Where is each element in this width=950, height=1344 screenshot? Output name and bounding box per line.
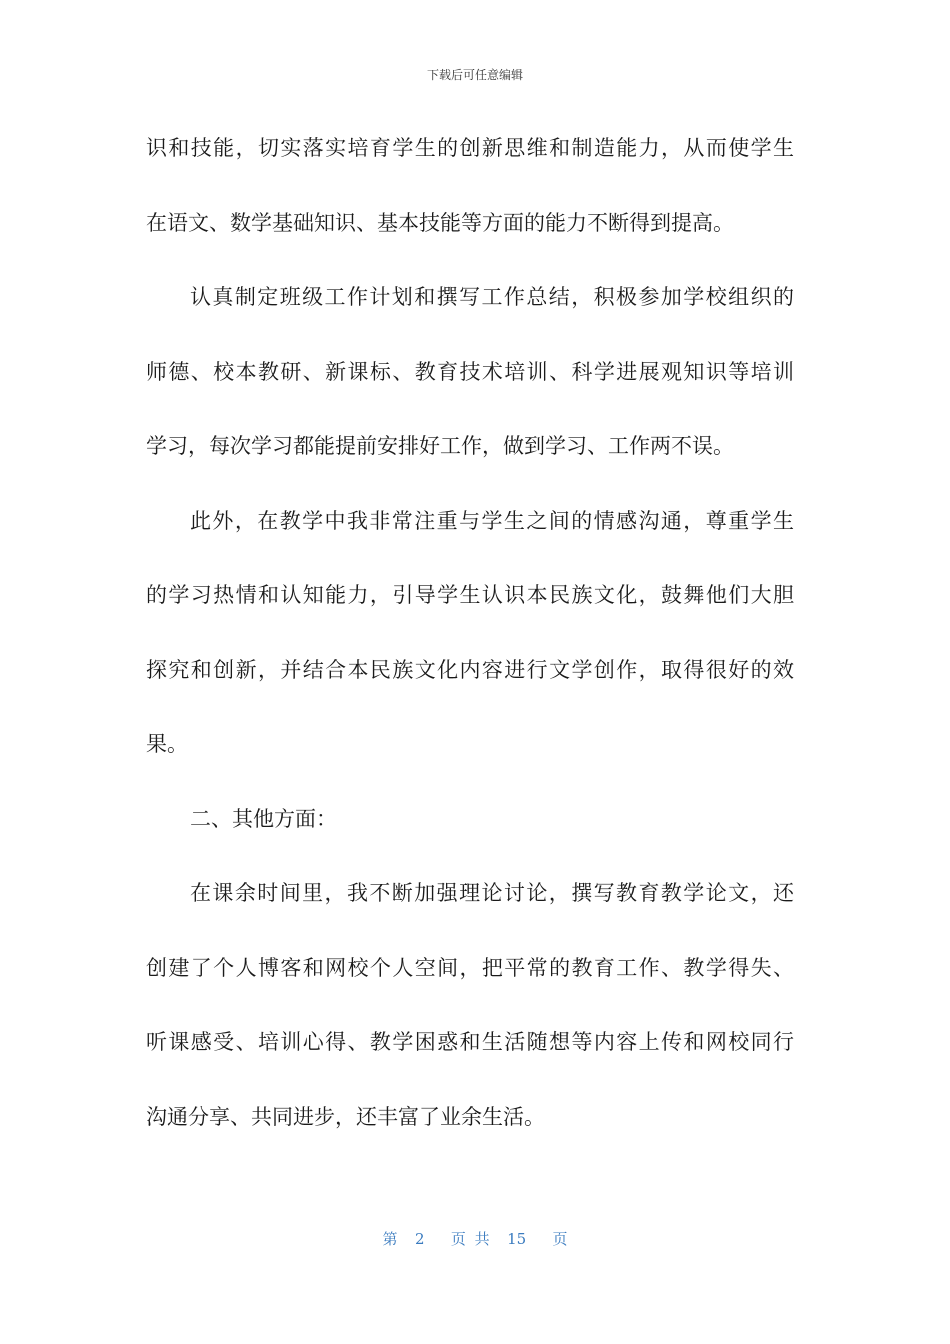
body-line: 探究和创新，并结合本民族文化内容进行文学创作，取得很好的效 <box>146 657 794 682</box>
page-number-text: 第 2 页 共 15 页 <box>382 1230 568 1248</box>
body-line: 师德、校本教研、新课标、教育技术培训、科学进展观知识等培训 <box>146 359 794 384</box>
body-line: 果。 <box>146 732 188 756</box>
body-line: 在课余时间里，我不断加强理论讨论，撰写教育教学论文，还 <box>190 881 794 905</box>
body-line: 认真制定班级工作计划和撰写工作总结，积极参加学校组织的 <box>190 285 794 309</box>
page-header: 下载后可任意编辑 <box>426 68 523 82</box>
page-number-footer <box>0 1228 950 1249</box>
body-line: 沟通分享、共同进步，还丰富了业余生活。 <box>146 1104 545 1129</box>
body-line: 的学习热情和认知能力，引导学生认识本民族文化，鼓舞他们大胆 <box>146 583 794 607</box>
body-line: 此外，在教学中我非常注重与学生之间的情感沟通，尊重学生 <box>190 508 794 533</box>
body-line: 听课感受、培训心得、教学困惑和生活随想等内容上传和网校同行 <box>146 1030 794 1054</box>
section-heading: 二、其他方面： <box>190 806 337 831</box>
body-line: 识和技能，切实落实培育学生的创新思维和制造能力，从而使学生 <box>146 136 794 160</box>
body-line: 学习，每次学习都能提前安排好工作，做到学习、工作两不误。 <box>146 434 734 458</box>
body-line: 在语文、数学基础知识、基本技能等方面的能力不断得到提高。 <box>146 210 734 235</box>
body-line: 创建了个人博客和网校个人空间，把平常的教育工作、教学得失、 <box>146 955 794 980</box>
document-body <box>146 121 794 1164</box>
